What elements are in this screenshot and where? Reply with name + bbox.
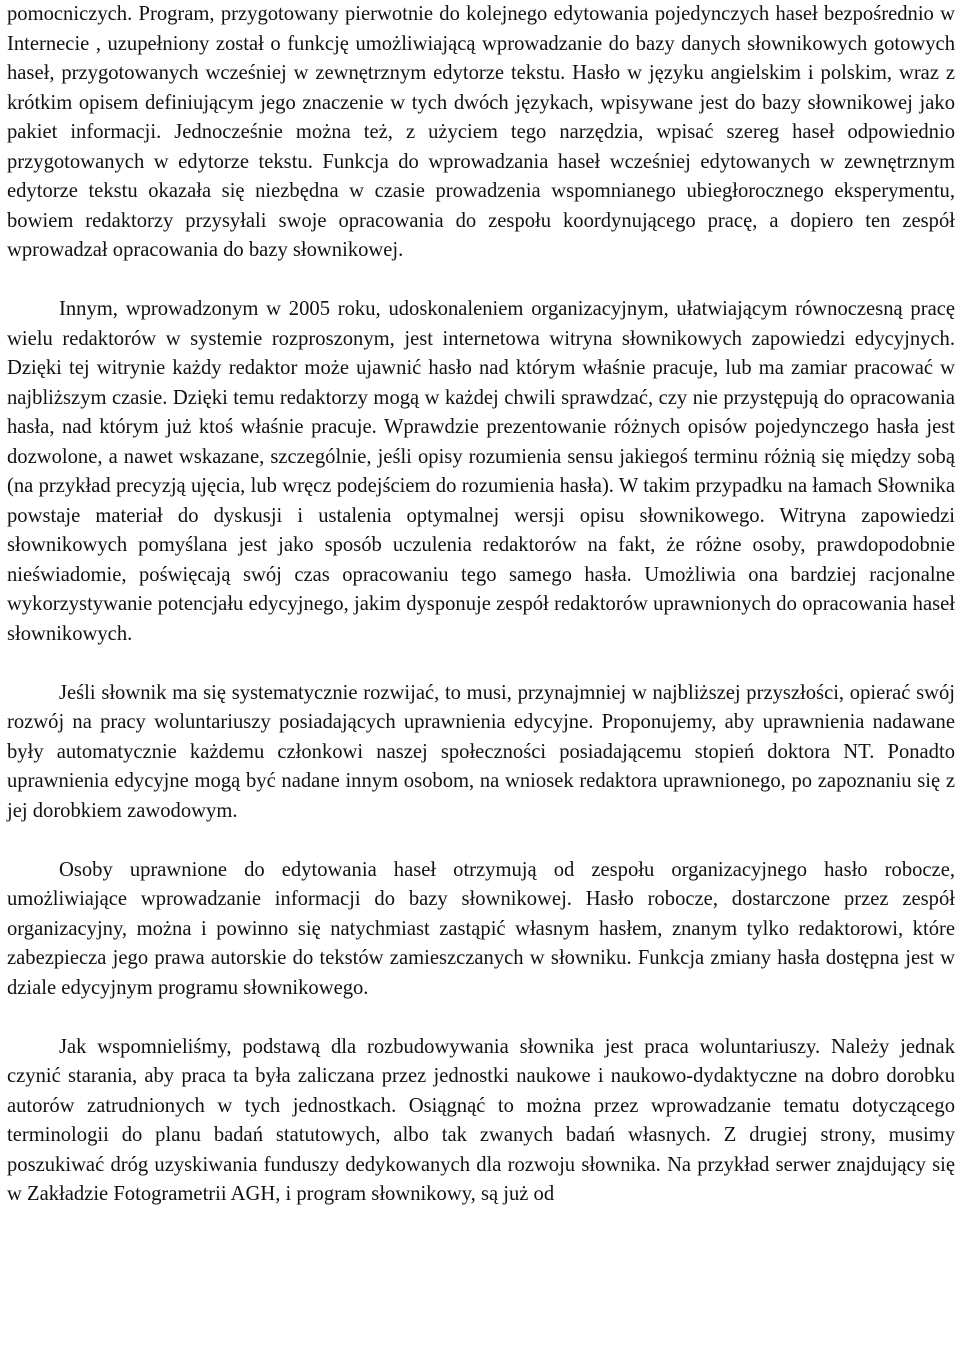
document-page — [7, 0, 955, 1210]
paragraph-2: Innym, wprowadzonym w 2005 roku, udoskonaleniem organizacyjnym, ułatwiającym równoczesną pracę wielu redaktorów w systemie rozproszonym, jest internetowa witryna słownikowych zapowiedzi edycyjnych. Dzięki tej witrynie każdy redaktor może ujawnić hasło nad którym właśnie pracuje, lub ma zamiar pracować w najbliższym czasie. Dzięki temu redaktorzy mogą w każdej chwili sprawdzać, czy nie przystępują do opracowania hasła, nad którym już ktoś właśnie pracuje. Wprawdzie prezentowanie różnych opisów pojedynczego hasła jest dozwolone, a nawet wskazane, szczególnie, jeśli opisy rozumienia sensu jakiegoś terminu różnią się między sobą (na przykład precyzją ujęcia, lub wręcz podejściem do rozumienia hasła). W takim przypadku na łamach Słownika powstaje materiał do dyskusji i ustalenia optymalnej wersji opisu słownikowego. Witryna zapowiedzi słownikowych pomyślana jest jako sposób uczulenia redaktorów na fakt, że różne osoby, prawdopodobnie nieświadomie, poświęcają swój czas opracowaniu tego samego hasła. Umożliwia ona bardziej racjonalne wykorzystywanie potencjału edycyjnego, jakim dysponuje zespół redaktorów uprawnionych do opracowania haseł słownikowych. — [7, 298, 955, 645]
paragraph-5: Jak wspomnieliśmy, podstawą dla rozbudowywania słownika jest praca woluntariuszy. Należy jednak czynić starania, aby praca ta była zaliczana przez jednostki naukowe i naukowo-dydaktyczne na dobro dorobku autorów zatrudnionych w tych jednostkach. Osiągnąć to można przez wprowadzanie tematu dotyczącego terminologii do planu badań statutowych, albo tak zwanych badań własnych. Z drugiej strony, musimy poszukiwać dróg uzyskiwania funduszy dedykowanych dla rozwoju słownika. Na przykład serwer znajdujący się w Zakładzie Fotogrametrii AGH, i program słownikowy, są już od — [7, 1035, 955, 1205]
paragraph-4: Osoby uprawnione do edytowania haseł otrzymują od zespołu organizacyjnego hasło robocze, umożliwiające wprowadzanie informacji do bazy słownikowej. Hasło robocze, dostarczone przez zespół organizacyjny, można i powinno się natychmiast zastąpić własnym hasłem, znanym tylko redaktorowi, które zabezpiecza jego prawa autorskie do tekstów zamieszczanych w słowniku. Funkcja zmiany hasła dostępna jest w dziale edycyjnym programu słownikowego. — [7, 858, 955, 999]
paragraph-1: pomocniczych. Program, przygotowany pierwotnie do kolejnego edytowania pojedynczych haseł bezpośrednio w Internecie , uzupełniony został o funkcję umożliwiającą wprowadzanie do bazy danych słownikowych gotowych haseł, przygotowanych wcześniej w zewnętrznym edytorze tekstu. Hasło w języku angielskim i polskim, wraz z krótkim opisem definiującym jego znaczenie w tych dwóch językach, wpisywane jest do bazy słownikowej jako pakiet informacji. Jednocześnie można też, z użyciem tego narzędzia, wpisać szereg haseł odpowiednio przygotowanych w edytorze tekstu. Funkcja do wprowadzania haseł wcześniej edytowanych w zewnętrznym edytorze tekstu okazała się niezbędna w czasie prowadzenia wspomnianego ubiegłorocznego eksperymentu, bowiem redaktorzy przysyłali swoje opracowania do zespołu koordynującego pracę, a dopiero ten zespół wprowadzał opracowania do bazy słownikowej. — [7, 3, 955, 261]
paragraph-3: Jeśli słownik ma się systematycznie rozwijać, to musi, przynajmniej w najbliższej przyszłości, opierać swój rozwój na pracy woluntariuszy posiadających uprawnienia edycyjne. Proponujemy, aby uprawnienia nadawane były automatycznie każdemu członkowi naszej społeczności posiadającemu stopień doktora NT. Ponadto uprawnienia edycyjne mogą być nadane innym osobom, na wniosek redaktora uprawnionego, po zapoznaniu się z jej dorobkiem zawodowym. — [7, 681, 955, 822]
